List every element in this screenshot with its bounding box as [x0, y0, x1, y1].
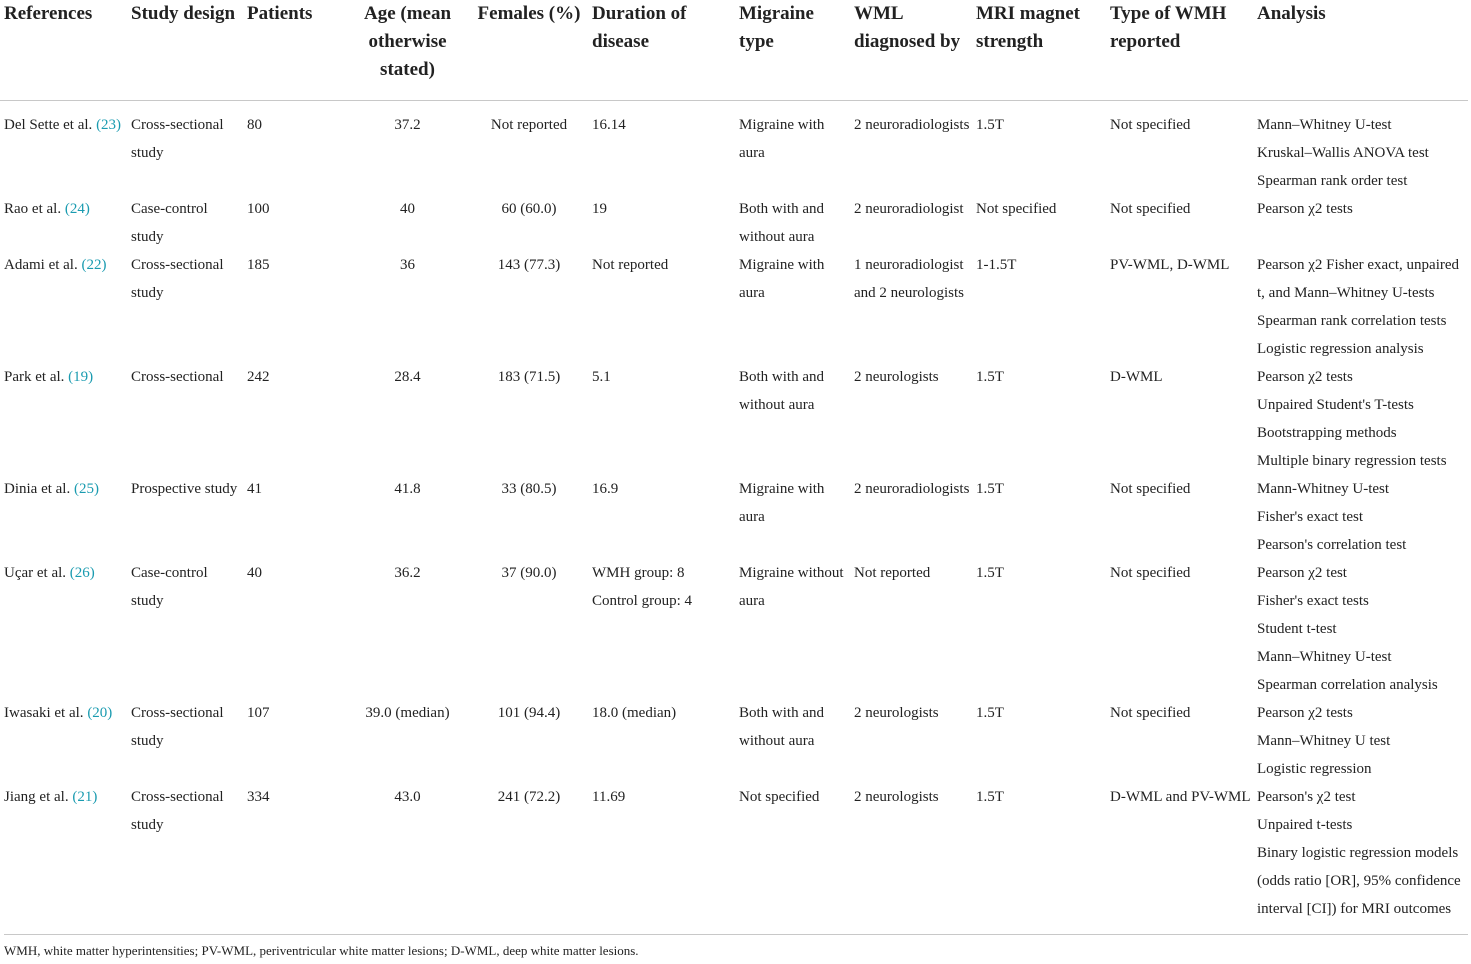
cell-analysis — [1253, 699, 1468, 783]
citation-link[interactable]: (21) — [72, 789, 98, 805]
analysis-item: Unpaired t-tests — [1257, 817, 1353, 833]
table-row — [0, 251, 1468, 363]
table-row — [0, 699, 1468, 783]
header-migraine-type: Migraine type — [735, 0, 850, 101]
cell-study-design: Cross-sectional — [131, 369, 224, 385]
cell-reference — [0, 251, 127, 363]
analysis-item: Unpaired Student's T-tests — [1257, 397, 1414, 413]
analysis-item: Pearson χ2 test — [1257, 565, 1347, 581]
cell-analysis — [1253, 101, 1468, 196]
cell-females: 60 (60.0) — [501, 201, 557, 217]
cell-migraine-type: Migraine with aura — [739, 117, 825, 161]
cell-wml-diagnosed-by: Not reported — [854, 565, 931, 581]
cell-study-design: Cross-sectional study — [131, 257, 224, 301]
reference-name: Dinia et al. — [4, 481, 71, 497]
cell-reference — [0, 699, 127, 783]
cell-patients: 185 — [247, 257, 270, 273]
analysis-item: Pearson's χ2 test — [1257, 789, 1356, 805]
cell-migraine-type: Not specified — [739, 789, 820, 805]
cell-patients: 100 — [247, 201, 270, 217]
cell-age: 41.8 — [394, 481, 421, 497]
cell-analysis — [1253, 559, 1468, 699]
table-row — [0, 101, 1468, 196]
cell-patients: 242 — [247, 369, 270, 385]
header-references: References — [0, 0, 127, 101]
reference-name: Park et al. — [4, 369, 65, 385]
cell-wmh-type: D-WML — [1110, 369, 1163, 385]
analysis-item: Logistic regression — [1257, 761, 1372, 777]
cell-study-design: Cross-sectional study — [131, 705, 224, 749]
citation-link[interactable]: (22) — [81, 257, 107, 273]
cell-duration — [588, 251, 735, 363]
cell-study-design: Case-control study — [131, 201, 208, 245]
analysis-item: Student t-test — [1257, 621, 1337, 637]
cell-analysis — [1253, 363, 1468, 475]
analysis-item: Mann–Whitney U-test — [1257, 117, 1392, 133]
table-body — [0, 101, 1468, 924]
analysis-item: Mann–Whitney U test — [1257, 733, 1391, 749]
header-females: Females (%) — [468, 0, 588, 101]
cell-females: 101 (94.4) — [497, 705, 561, 721]
duration-line: 5.1 — [592, 369, 611, 385]
cell-mri-strength: Not specified — [976, 201, 1057, 217]
cell-age: 40 — [400, 201, 415, 217]
citation-link[interactable]: (26) — [69, 565, 95, 581]
header-wmh-type: Type of WMH reported — [1106, 0, 1253, 101]
cell-wmh-type: Not specified — [1110, 117, 1191, 133]
table-row — [0, 783, 1468, 923]
cell-wml-diagnosed-by: 2 neurologists — [854, 369, 939, 385]
cell-duration — [588, 363, 735, 475]
cell-migraine-type: Migraine without aura — [739, 565, 844, 609]
cell-age: 37.2 — [394, 117, 421, 133]
cell-patients: 80 — [247, 117, 262, 133]
table-header — [0, 0, 1468, 101]
cell-age: 39.0 (median) — [365, 705, 450, 721]
analysis-item: Binary logistic regression models (odds ratio [OR], 95% confidence interval [CI]) for MRI outcomes — [1257, 845, 1461, 917]
analysis-item: Fisher's exact tests — [1257, 593, 1369, 609]
table-row — [0, 363, 1468, 475]
cell-mri-strength: 1.5T — [976, 705, 1004, 721]
cell-analysis — [1253, 195, 1468, 251]
cell-wml-diagnosed-by: 2 neurologists — [854, 705, 939, 721]
cell-mri-strength: 1.5T — [976, 789, 1004, 805]
cell-migraine-type: Migraine with aura — [739, 481, 825, 525]
cell-age: 43.0 — [394, 789, 421, 805]
cell-analysis — [1253, 475, 1468, 559]
cell-patients: 40 — [247, 565, 262, 581]
cell-reference — [0, 195, 127, 251]
citation-link[interactable]: (19) — [68, 369, 94, 385]
duration-line: 11.69 — [592, 789, 626, 805]
cell-females: Not reported — [490, 117, 568, 133]
cell-patients: 334 — [247, 789, 270, 805]
analysis-item: Spearman correlation analysis — [1257, 677, 1438, 693]
cell-reference — [0, 363, 127, 475]
cell-age: 28.4 — [394, 369, 421, 385]
cell-wmh-type: PV-WML, D-WML — [1110, 257, 1230, 273]
header-duration: Duration of disease — [588, 0, 735, 101]
cell-wml-diagnosed-by: 2 neurologists — [854, 789, 939, 805]
cell-duration — [588, 101, 735, 196]
duration-line: Not reported — [592, 257, 669, 273]
analysis-item: Multiple binary regression tests — [1257, 453, 1447, 469]
analysis-item: Logistic regression analysis — [1257, 341, 1424, 357]
duration-line: WMH group: 8 — [592, 565, 685, 581]
cell-mri-strength: 1.5T — [976, 369, 1004, 385]
header-wml-diagnosed-by: WML diagnosed by — [850, 0, 972, 101]
cell-females: 183 (71.5) — [497, 369, 561, 385]
analysis-item: Bootstrapping methods — [1257, 425, 1397, 441]
cell-wml-diagnosed-by: 2 neuroradiologists — [854, 481, 970, 497]
duration-line: 18.0 (median) — [592, 705, 677, 721]
cell-wmh-type: Not specified — [1110, 201, 1191, 217]
cell-study-design: Cross-sectional study — [131, 117, 224, 161]
cell-duration — [588, 699, 735, 783]
cell-duration — [588, 195, 735, 251]
table-row — [0, 475, 1468, 559]
citation-link[interactable]: (23) — [96, 117, 122, 133]
cell-study-design: Prospective study — [131, 481, 238, 497]
cell-wml-diagnosed-by: 2 neuroradiologists — [854, 117, 970, 133]
cell-mri-strength: 1.5T — [976, 481, 1004, 497]
reference-name: Adami et al. — [4, 257, 78, 273]
cell-females: 241 (72.2) — [497, 789, 561, 805]
cell-analysis — [1253, 251, 1468, 363]
reference-name: Iwasaki et al. — [4, 705, 84, 721]
cell-age: 36.2 — [394, 565, 421, 581]
analysis-item: Spearman rank correlation tests — [1257, 313, 1447, 329]
cell-reference — [0, 559, 127, 699]
cell-wmh-type: D-WML and PV-WML — [1110, 789, 1251, 805]
table-row — [0, 559, 1468, 699]
duration-line: 16.14 — [592, 117, 626, 133]
reference-name: Jiang et al. — [4, 789, 69, 805]
cell-patients: 107 — [247, 705, 270, 721]
cell-wmh-type: Not specified — [1110, 705, 1191, 721]
analysis-item: Pearson χ2 tests — [1257, 201, 1353, 217]
cell-duration — [588, 475, 735, 559]
analysis-item: Pearson χ2 tests — [1257, 369, 1353, 385]
analysis-item: Spearman rank order test — [1257, 173, 1408, 189]
table-footnote: WMH, white matter hyperintensities; PV-WML, periventricular white matter lesions; D-WML, deep white matter lesions. — [4, 934, 1468, 960]
cell-age: 36 — [400, 257, 415, 273]
cell-females: 37 (90.0) — [501, 565, 557, 581]
analysis-item: Pearson χ2 Fisher exact, unpaired t, and Mann–Whitney U-tests — [1257, 257, 1460, 301]
cell-migraine-type: Migraine with aura — [739, 257, 825, 301]
citation-link[interactable]: (24) — [64, 201, 90, 217]
cell-mri-strength: 1.5T — [976, 565, 1004, 581]
cell-duration — [588, 559, 735, 699]
header-patients: Patients — [243, 0, 345, 101]
citation-link[interactable]: (20) — [87, 705, 113, 721]
cell-mri-strength: 1.5T — [976, 117, 1004, 133]
duration-line: 19 — [592, 201, 607, 217]
cell-migraine-type: Both with and without aura — [739, 705, 824, 749]
cell-reference — [0, 783, 127, 923]
analysis-item: Kruskal–Wallis ANOVA test — [1257, 145, 1429, 161]
cell-reference — [0, 101, 127, 196]
duration-line: 16.9 — [592, 481, 619, 497]
analysis-item: Fisher's exact test — [1257, 509, 1364, 525]
duration-line: Control group: 4 — [592, 593, 692, 609]
header-study-design: Study design — [127, 0, 243, 101]
analysis-item: Mann-Whitney U-test — [1257, 481, 1390, 497]
citation-link[interactable]: (25) — [73, 481, 99, 497]
cell-migraine-type: Both with and without aura — [739, 201, 824, 245]
cell-analysis — [1253, 783, 1468, 923]
cell-migraine-type: Both with and without aura — [739, 369, 824, 413]
cell-mri-strength: 1-1.5T — [976, 257, 1017, 273]
header-analysis: Analysis — [1253, 0, 1468, 101]
cell-duration — [588, 783, 735, 923]
analysis-item: Mann–Whitney U-test — [1257, 649, 1392, 665]
reference-name: Rao et al. — [4, 201, 62, 217]
table-row — [0, 195, 1468, 251]
cell-patients: 41 — [247, 481, 262, 497]
analysis-item: Pearson χ2 tests — [1257, 705, 1353, 721]
reference-name: Uçar et al. — [4, 565, 67, 581]
header-age: Age (mean otherwise stated) — [345, 0, 468, 101]
cell-wmh-type: Not specified — [1110, 565, 1191, 581]
cell-wml-diagnosed-by: 1 neuroradiologist and 2 neurologists — [854, 257, 964, 301]
cell-reference — [0, 475, 127, 559]
cell-wmh-type: Not specified — [1110, 481, 1191, 497]
analysis-item: Pearson's correlation test — [1257, 537, 1407, 553]
cell-females: 143 (77.3) — [497, 257, 561, 273]
cell-study-design: Cross-sectional study — [131, 789, 224, 833]
cell-wml-diagnosed-by: 2 neuroradiologist — [854, 201, 964, 217]
cell-females: 33 (80.5) — [501, 481, 557, 497]
header-mri-strength: MRI magnet strength — [972, 0, 1106, 101]
reference-name: Del Sette et al. — [4, 117, 93, 133]
cell-study-design: Case-control study — [131, 565, 208, 609]
